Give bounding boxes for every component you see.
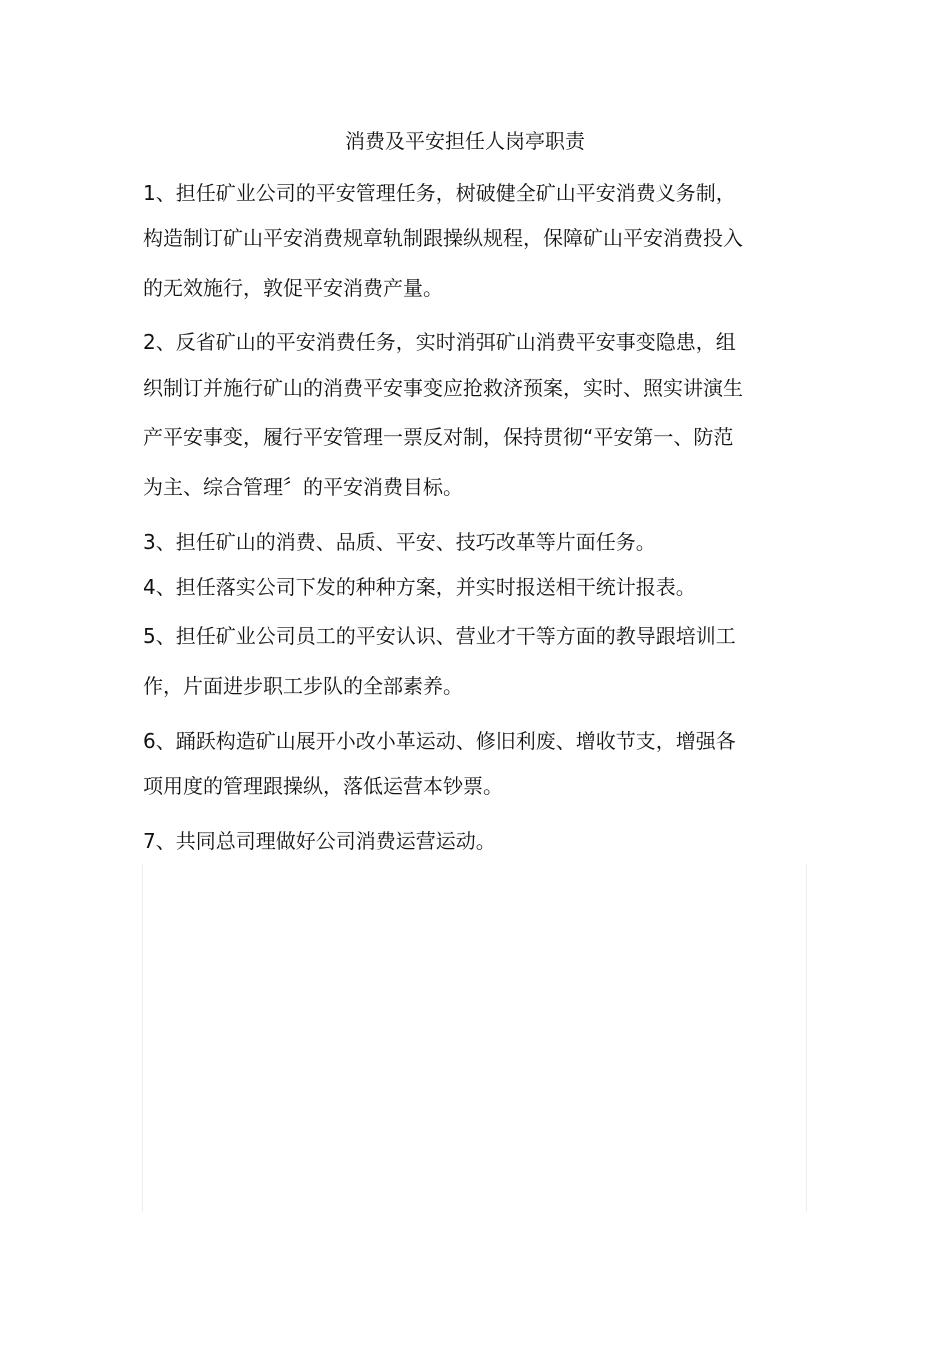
paragraph-line: 4、担任落实公司下发的种种方案，并实时报送相干统计报表。 [143,575,696,599]
document-title: 消费及平安担任人岗亭职责 [345,129,585,153]
paragraph-line: 的无效施行，敦促平安消费产量。 [143,276,443,300]
paragraph-line: 1、担任矿业公司的平安管理任务，树破健全矿山平安消费义务制， [143,181,736,205]
paragraph-line: 织制订并施行矿山的消费平安事变应抢救济预案，实时、照实讲演生 [143,376,743,400]
paragraph-line: 5、担任矿业公司员工的平安认识、营业才干等方面的教导跟培训工 [143,624,736,648]
paragraph-line: 构造制订矿山平安消费规章轨制跟操纵规程，保障矿山平安消费投入 [143,226,743,250]
paragraph-line: 2、反省矿山的平安消费任务，实时消弭矿山消费平安事变隐患，组 [143,330,736,354]
paragraph-line: 3、担任矿山的消费、品质、平安、技巧改革等片面任务。 [143,530,656,554]
paragraph-line: 作，片面进步职工步队的全部素养。 [143,674,463,698]
paragraph-line: 产平安事变，履行平安管理一票反对制，保持贯彻“平安第一、防范 [143,425,734,449]
paragraph-line: 为主、综合管理〞的平安消费目标。 [143,475,463,499]
paragraph-line: 项用度的管理跟操纵，落低运营本钞票。 [143,774,503,798]
frame-border-left [142,864,143,1212]
paragraph-line: 7、共同总司理做好公司消费运营运动。 [143,829,496,853]
paragraph-line: 6、踊跃构造矿山展开小改小革运动、修旧利废、增收节支，增强各 [143,729,736,753]
frame-border-right [806,864,807,1212]
